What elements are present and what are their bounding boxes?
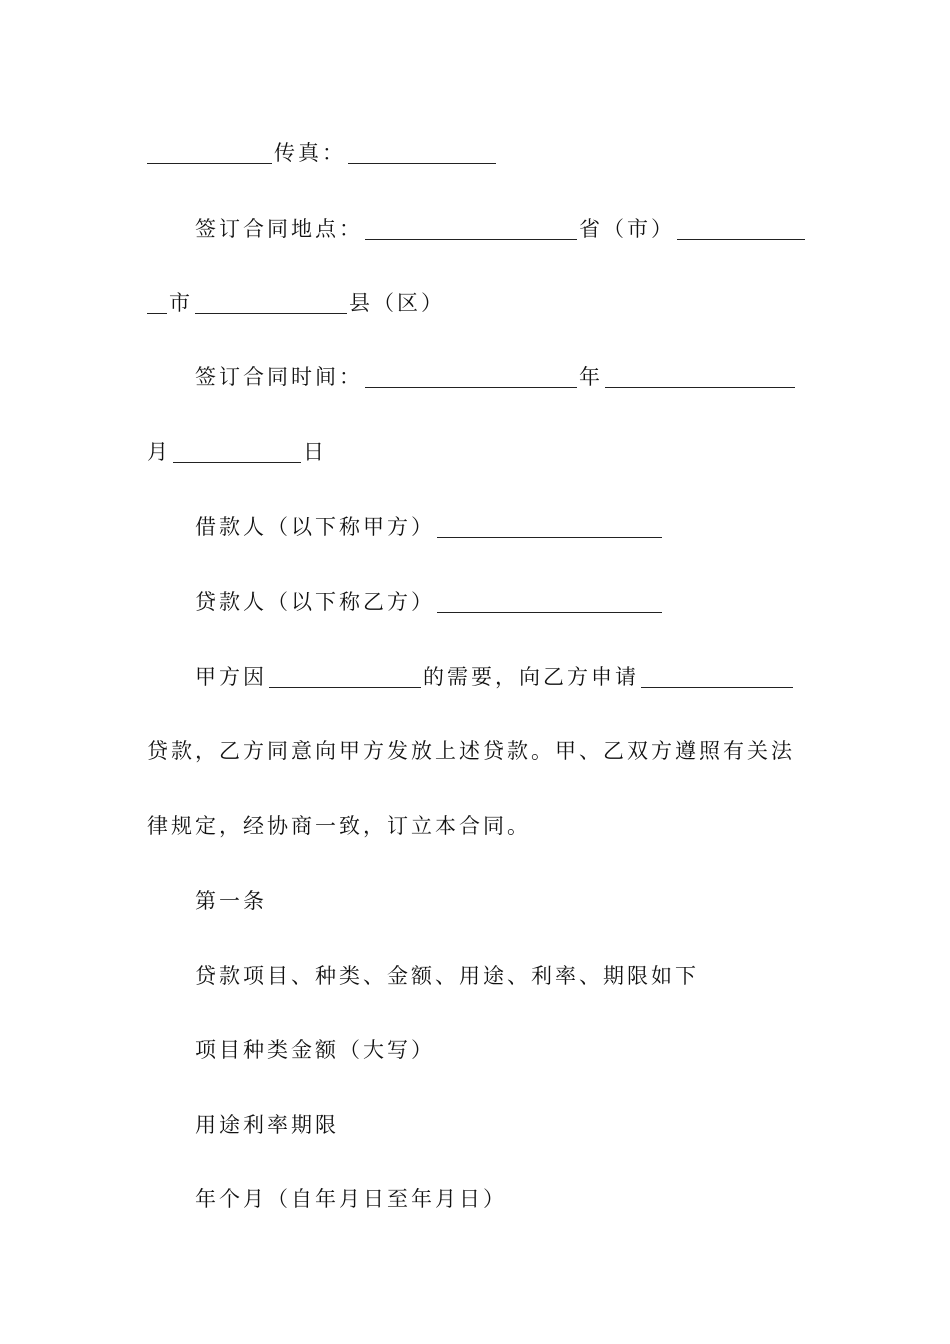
sign-place-line-2 — [147, 278, 807, 314]
year-label: 年 — [579, 365, 603, 389]
sign-place-line-1 — [195, 204, 855, 240]
province-label: 省（市） — [579, 217, 675, 241]
sign-place-blank-2[interactable] — [677, 219, 805, 240]
table-header-line-1 — [195, 1025, 855, 1061]
sign-time-blank-1[interactable] — [365, 367, 577, 388]
sign-place-blank-1[interactable] — [365, 219, 577, 240]
purpose-line — [195, 652, 855, 688]
fax-label: 传真： — [274, 141, 346, 165]
paragraph-line-3 — [147, 801, 807, 837]
purpose-blank[interactable] — [269, 667, 421, 688]
borrower-line — [195, 502, 855, 538]
purpose-middle: 的需要，向乙方申请 — [423, 665, 639, 689]
borrower-label: 借款人（以下称甲方） — [195, 515, 435, 539]
lender-blank[interactable] — [437, 592, 662, 613]
lender-line — [195, 577, 855, 613]
article-1-description — [195, 951, 855, 987]
city-label: 市 — [169, 291, 193, 315]
table-row-line-1 — [195, 1174, 855, 1210]
sign-place-blank-3[interactable] — [147, 293, 167, 314]
month-blank[interactable] — [173, 442, 301, 463]
table-header-line-2 — [195, 1100, 855, 1136]
sign-place-label: 签订合同地点： — [195, 217, 363, 241]
sign-time-line-2 — [147, 427, 807, 463]
fax-line — [147, 128, 807, 164]
day-label: 日 — [303, 440, 327, 464]
paragraph-2-text: 贷款，乙方同意向甲方发放上述贷款。甲、乙双方遵照有关法 — [147, 739, 795, 763]
lender-label: 贷款人（以下称乙方） — [195, 590, 435, 614]
city-blank[interactable] — [195, 293, 347, 314]
paragraph-3-text: 律规定，经协商一致，订立本合同。 — [147, 814, 531, 838]
table-row-1-text: 年个月（自年月日至年月日） — [195, 1187, 507, 1211]
table-header-1-text: 项目种类金额（大写） — [195, 1038, 435, 1062]
table-header-2-text: 用途利率期限 — [195, 1113, 339, 1137]
article-1-label: 第一条 — [195, 889, 267, 913]
article-1-heading — [195, 876, 855, 912]
fax-blank[interactable] — [348, 143, 496, 164]
month-label: 月 — [147, 440, 171, 464]
borrower-blank[interactable] — [437, 517, 662, 538]
purpose-prefix: 甲方因 — [195, 665, 267, 689]
county-label: 县（区） — [349, 291, 445, 315]
sign-time-line-1 — [195, 352, 855, 388]
sign-time-blank-2[interactable] — [605, 367, 795, 388]
sign-time-label: 签订合同时间： — [195, 365, 363, 389]
paragraph-line-2 — [147, 726, 807, 762]
article-1-desc-text: 贷款项目、种类、金额、用途、利率、期限如下 — [195, 964, 699, 988]
fax-prefix-blank[interactable] — [147, 143, 272, 164]
loan-type-blank[interactable] — [641, 667, 793, 688]
